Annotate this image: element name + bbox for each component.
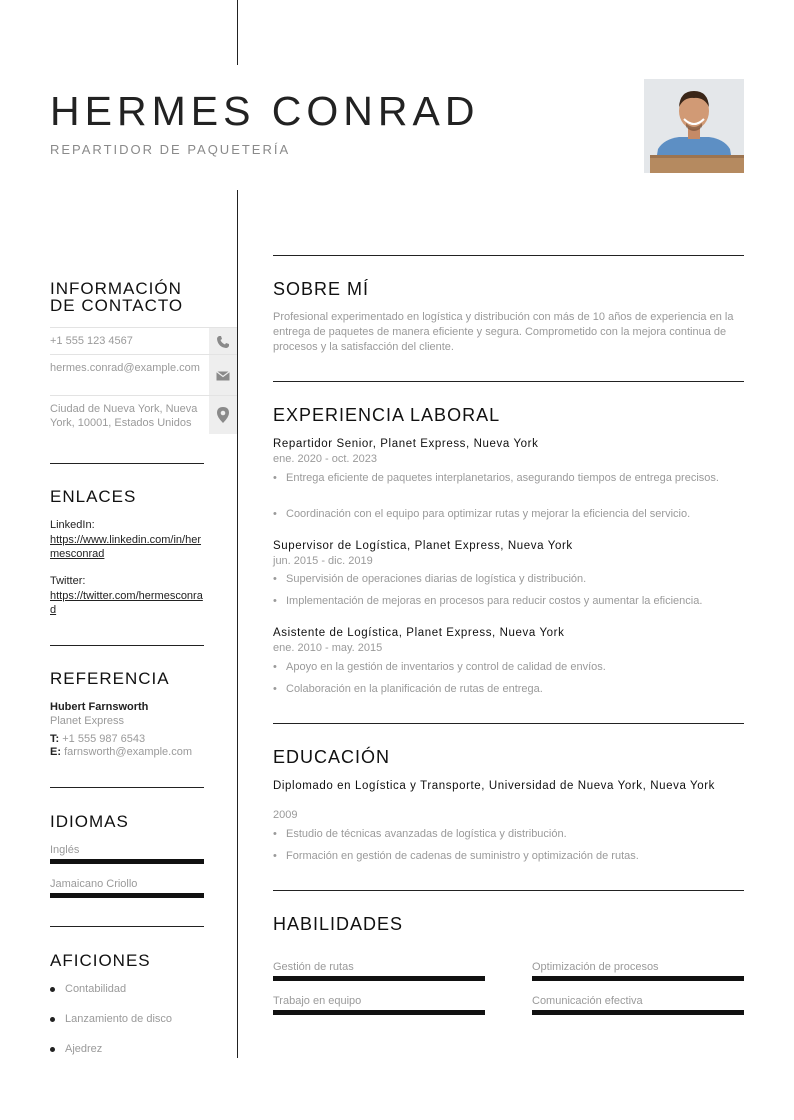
reference-phone-line [50,733,145,745]
job-title: REPARTIDOR DE PAQUETERÍA [50,142,291,157]
profile-photo [644,79,744,173]
job-bullet-text: Implementación de mejoras en procesos para reducir costos y aumentar la eficiencia. [286,595,703,607]
education-bullet: • Formación en gestión de cadenas de suministro y optimización de rutas. [273,850,639,862]
location-pin-icon [209,396,237,434]
job-heading: Asistente de Logística, Planet Express, Nueva York [273,627,565,639]
language-level-bar [50,859,204,864]
reference-company: Planet Express [50,715,124,727]
reference-email-label: E: [50,746,61,758]
job-bullet-text: Entrega eficiente de paquetes interplanetarios, asegurando tiempos de entrega precisos. [286,472,719,484]
hobby-item [50,983,126,995]
divider [50,645,204,646]
language-name: Inglés [50,844,80,856]
education-section-title: EDUCACIÓN [273,747,391,767]
phone-icon [209,328,237,355]
job-heading: Supervisor de Logística, Planet Express, Nueva York [273,540,573,552]
skill-level-bar [273,1010,485,1015]
twitter-label: Twitter: [50,575,86,587]
education-bullet-text: Estudio de técnicas avanzadas de logística y distribución. [286,828,567,840]
education-heading: Diplomado en Logística y Transporte, Universidad de Nueva York, Nueva York [273,780,716,792]
contact-email: hermes.conrad@example.com [50,362,200,374]
job-bullet-text: Apoyo en la gestión de inventarios y control de calidad de envíos. [286,661,606,673]
language-name: Jamaicano Criollo [50,878,138,890]
reference-phone: +1 555 987 6543 [62,733,146,745]
job-bullet-text: Coordinación con el equipo para optimizar rutas y mejorar la eficiencia del servicio. [286,508,691,520]
skill-name: Optimización de procesos [532,961,659,973]
contact-section-title-line1: INFORMACIÓN [50,279,182,298]
reference-name: Hubert Farnsworth [50,701,149,713]
hobby-label: Lanzamiento de disco [65,1013,173,1025]
job-dates: ene. 2020 - oct. 2023 [273,453,377,465]
links-section-title: ENLACES [50,487,137,506]
about-text: Profesional experimentado en logística y distribución con más de 10 años de experiencia en la entrega de paquetes de manera eficiente y segura. Comprometido con la mejora continua de procesos y la satisfacción del cliente. [273,311,734,353]
linkedin-link[interactable]: https://www.linkedin.com/in/hermesconrad [50,534,202,560]
education-year: 2009 [273,809,298,821]
divider [50,463,204,464]
skill-level-bar [532,1010,744,1015]
person-name: HERMES CONRAD [50,88,480,134]
bullet-dot [50,1017,55,1022]
reference-phone-label: T: [50,733,60,745]
profile-photo-illustration [644,79,744,173]
top-divider-line [237,0,238,65]
job-bullet: • Colaboración en la planificación de rutas de entrega. [273,683,543,695]
column-divider-line [237,190,238,1058]
job-bullet: • Apoyo en la gestión de inventarios y control de calidad de envíos. [273,661,606,673]
skills-section-title: HABILIDADES [273,914,404,934]
hobbies-section-title: AFICIONES [50,951,151,970]
education-bullet: • Estudio de técnicas avanzadas de logística y distribución. [273,828,567,840]
languages-section-title: IDIOMAS [50,812,129,831]
reference-email: farnsworth@example.com [64,746,192,758]
contact-phone-row [50,327,237,355]
job-bullet: • Entrega eficiente de paquetes interplanetarios, asegurando tiempos de entrega precisos. [273,472,719,484]
contact-address-row [50,395,237,434]
reference-section-title: REFERENCIA [50,669,170,688]
linkedin-label: LinkedIn: [50,519,95,531]
job-bullet: • Coordinación con el equipo para optimizar rutas y mejorar la eficiencia del servicio. [273,508,691,520]
skill-level-bar [532,976,744,981]
divider [273,255,744,256]
divider [273,723,744,724]
skill-name: Comunicación efectiva [532,995,643,1007]
contact-email-row [50,354,237,396]
job-bullet: • Implementación de mejoras en procesos para reducir costos y aumentar la eficiencia. [273,595,703,607]
divider [50,787,204,788]
mail-icon [209,355,237,396]
twitter-link[interactable]: https://twitter.com/hermesconrad [50,590,203,616]
skill-name: Trabajo en equipo [273,995,362,1007]
language-level-bar [50,893,204,898]
about-section-title: SOBRE MÍ [273,279,370,299]
divider [273,381,744,382]
contact-section-title-line2: DE CONTACTO [50,296,184,315]
hobby-label: Contabilidad [65,983,127,995]
bullet-dot [50,1047,55,1052]
education-bullet-text: Formación en gestión de cadenas de suministro y optimización de rutas. [286,850,639,862]
reference-email-line [50,746,192,758]
job-dates: ene. 2010 - may. 2015 [273,642,383,654]
hobby-item [50,1013,172,1025]
bullet-dot [50,987,55,992]
job-bullet-text: Colaboración en la planificación de rutas de entrega. [286,683,543,695]
divider [50,926,204,927]
hobby-label: Ajedrez [65,1043,103,1055]
job-bullet-text: Supervisión de operaciones diarias de logística y distribución. [286,573,587,585]
job-bullet: • Supervisión de operaciones diarias de logística y distribución. [273,573,587,585]
skill-level-bar [273,976,485,981]
contact-phone: +1 555 123 4567 [50,335,133,347]
job-dates: jun. 2015 - dic. 2019 [273,555,373,567]
divider [273,890,744,891]
job-heading: Repartidor Senior, Planet Express, Nueva York [273,438,539,450]
skill-name: Gestión de rutas [273,961,354,973]
experience-section-title: EXPERIENCIA LABORAL [273,405,501,425]
hobby-item [50,1043,102,1055]
contact-address: Ciudad de Nueva York, Nueva York, 10001, Estados Unidos [50,403,198,429]
